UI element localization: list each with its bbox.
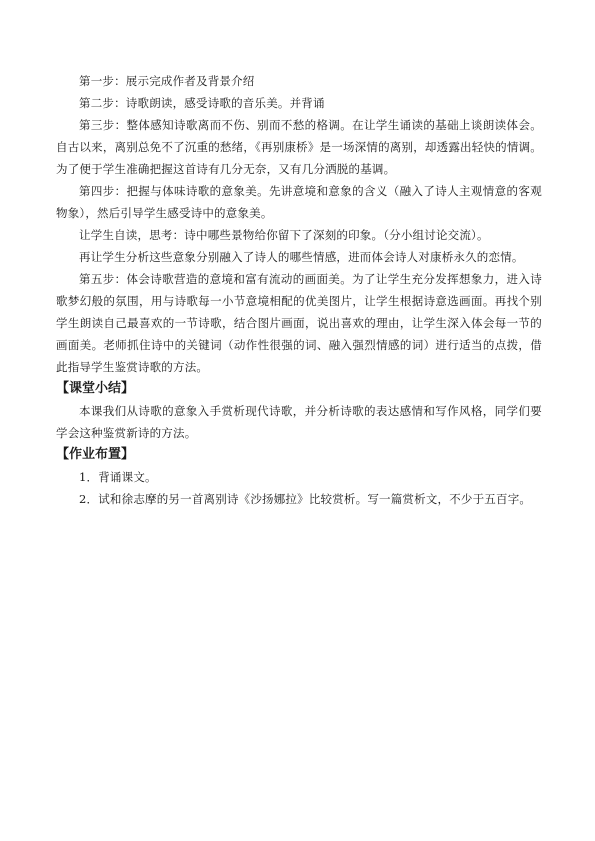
homework-item-2: 2．试和徐志摩的另一首离别诗《沙扬娜拉》比较赏析。写一篇赏析文，不少于五百字。 xyxy=(79,492,532,506)
step-2: 第二步：诗歌朗读，感受诗歌的音乐美。并背诵 xyxy=(79,96,325,110)
step-1: 第一步：展示完成作者及背景介绍 xyxy=(79,74,255,88)
read-think-paragraph: 让学生自读，思考：诗中哪些景物给你留下了深刻的印象。（分小组讨论交流）。 xyxy=(79,228,489,242)
step-5: 第五步：体会诗歌营造的意境和富有流动的画面美。为了让学生充分发挥想象力，进入诗歌梦幻般的氛围，用与诗歌每一小节意境相配的优美图片，让学生根据诗意选画面。再找个别学生朗读自己最喜欢的一节诗歌，结合图片画面，说出喜欢的理由，让学生深入体会每一节的画面美。老师抓住诗中的关键词（动作性很强的词、融入强烈情感的词）进行适当的点拨，借此指导学生鉴赏诗歌的方法。 xyxy=(56,272,542,374)
document-page xyxy=(56,70,542,510)
summary-text: 本课我们从诗歌的意象入手赏析现代诗歌，并分析诗歌的表达感情和写作风格，同学们要学会这种鉴赏新诗的方法。 xyxy=(56,404,542,440)
homework-heading: 【作业布置】 xyxy=(56,447,135,462)
step-3: 第三步：整体感知诗歌离而不伤、别而不愁的格调。在让学生诵读的基础上谈朗读体会。自古以来，离别总免不了沉重的愁绪，《再别康桥》是一场深情的离别，却透露出轻快的情调。为了便于学生准确把握这首诗有几分无奈，又有几分洒脱的基调。 xyxy=(56,118,542,176)
homework-item-1: 1．背诵课文。 xyxy=(79,470,157,484)
analyze-paragraph: 再让学生分析这些意象分别融入了诗人的哪些情感，进而体会诗人对康桥永久的恋情。 xyxy=(79,250,524,264)
step-4: 第四步：把握与体味诗歌的意象美。先讲意境和意象的含义（融入了诗人主观情意的客观物象），然后引导学生感受诗中的意象美。 xyxy=(56,184,542,220)
summary-heading: 【课堂小结】 xyxy=(56,381,135,396)
